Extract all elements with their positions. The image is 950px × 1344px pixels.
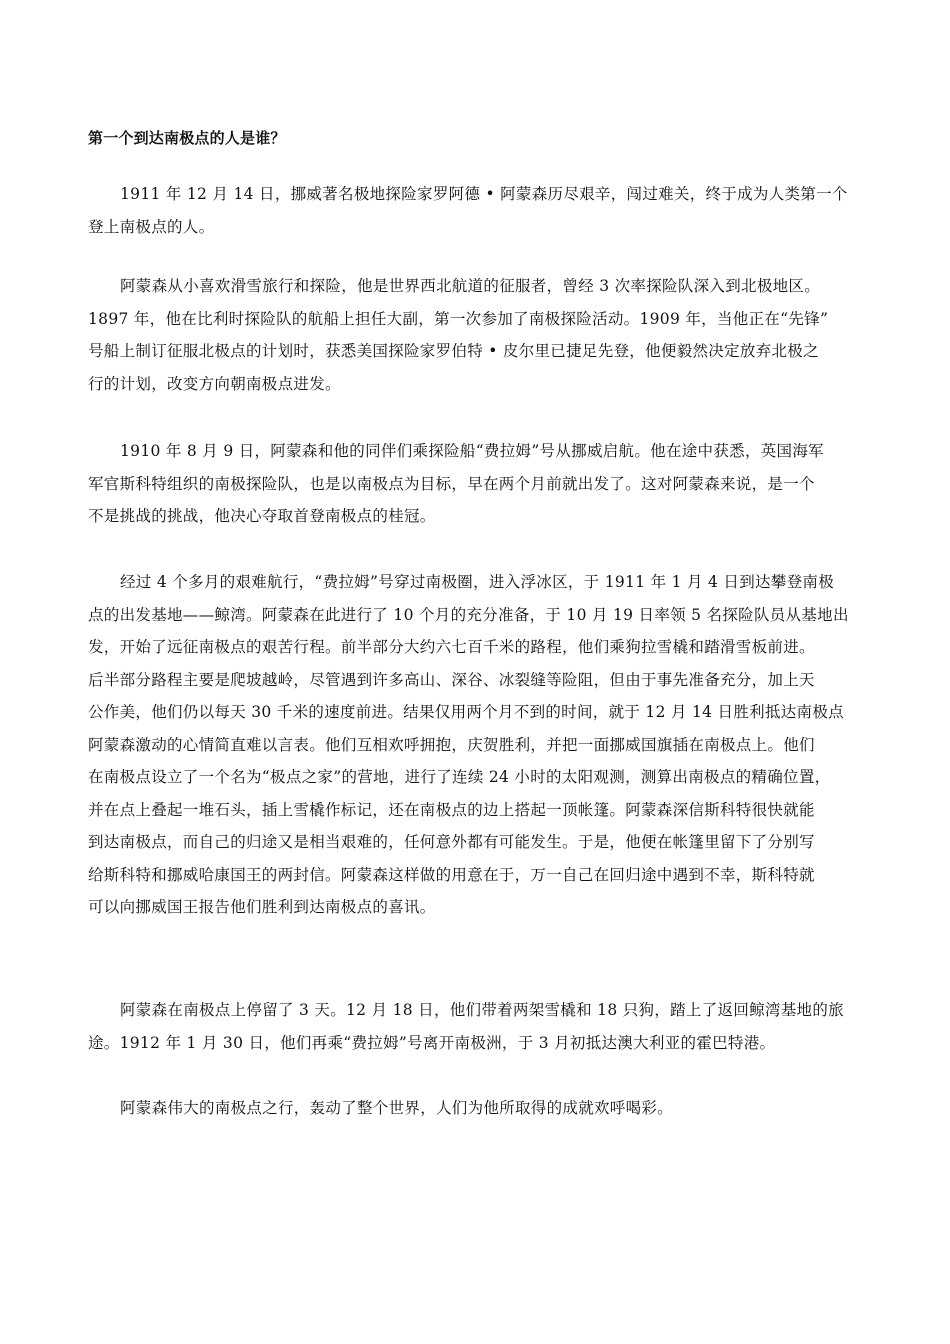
text-line: 1897 年，他在比利时探险队的航船上担任大副，第一次参加了南极探险活动。1909 年，当他正在“先锋” — [88, 309, 829, 328]
text-line: 不是挑战的挑战，他决心夺取首登南极点的桂冠。 — [88, 507, 436, 525]
text-line: 公作美，他们仍以每天 30 千米的速度前进。结果仅用两个月不到的时间，就于 12 月 14 日胜利抵达南极点 — [88, 703, 844, 721]
text-line: 行的计划，改变方向朝南极点进发。 — [88, 374, 341, 393]
text-line: 发，开始了远征南极点的艰苦行程。前半部分大约六七百千米的路程，他们乘狗拉雪橇和踏滑雪板前进。 — [88, 638, 815, 656]
paragraph-5 — [88, 999, 872, 1064]
paragraph-6 — [88, 1097, 872, 1130]
text-line: 阿蒙森从小喜欢滑雪旅行和探险，他是世界西北航道的征服者，曾经 3 次率探险队深入到北极地区。 — [120, 277, 821, 295]
text-line: 1911 年 12 月 14 日，挪威著名极地探险家罗阿德 • 阿蒙森历尽艰辛，闯过难关，终于成为人类第一个 — [120, 185, 848, 203]
text-line: 经过 4 个多月的艰难航行，“费拉姆”号穿过南极圈，进入浮冰区，于 1911 年 1 月 4 日到达攀登南极 — [120, 573, 834, 591]
text-line: 在南极点设立了一个名为“极点之家”的营地，进行了连续 24 小时的太阳观测，测算出南极点的精确位置， — [88, 768, 831, 786]
paragraph-2 — [88, 275, 872, 405]
text-line: 阿蒙森激动的心情简直难以言表。他们互相欢呼拥抱，庆贺胜利，并把一面挪威国旗插在南极点上。他们 — [88, 735, 815, 754]
text-line: 点的出发基地——鲸湾。阿蒙森在此进行了 10 个月的充分准备，于 10 月 19 日率领 5 名探险队员从基地出 — [88, 605, 849, 624]
text-line: 阿蒙森伟大的南极点之行，轰动了整个世界，人们为他所取得的成就欢呼喝彩。 — [120, 1099, 674, 1117]
text-line: 到达南极点，而自己的归途又是相当艰难的，任何意外都有可能发生。于是，他便在帐篷里留下了分别写 — [88, 833, 815, 851]
text-line: 1910 年 8 月 9 日，阿蒙森和他的同伴们乘探险船“费拉姆”号从挪威启航。他在途中获悉，英国海军 — [120, 442, 824, 460]
paragraph-3 — [88, 440, 872, 538]
text-line: 可以向挪威国王报告他们胜利到达南极点的喜讯。 — [88, 898, 436, 916]
text-line: 途。1912 年 1 月 30 日，他们再乘“费拉姆”号离开南极洲，于 3 月初抵达澳大利亚的霍巴特港。 — [88, 1033, 776, 1052]
text-line: 阿蒙森在南极点上停留了 3 天。12 月 18 日，他们带着两架雪橇和 18 只狗，踏上了返回鲸湾基地的旅 — [120, 1001, 844, 1019]
paragraph-1 — [88, 183, 872, 248]
text-line: 号船上制订征服北极点的计划时，获悉美国探险家罗伯特 • 皮尔里已捷足先登，他便毅然决定放弃北极之 — [88, 342, 819, 360]
text-line: 并在点上叠起一堆石头，插上雪橇作标记，还在南极点的边上搭起一顶帐篷。阿蒙森深信斯科特很快就能 — [88, 800, 815, 819]
text-line: 军官斯科特组织的南极探险队，也是以南极点为目标，早在两个月前就出发了。这对阿蒙森来说，是一个 — [88, 474, 815, 493]
text-line: 后半部分路程主要是爬坡越岭，尽管遇到许多高山、深谷、冰裂缝等险阻，但由于事先准备充分，加上天 — [88, 670, 815, 689]
paragraph-4 — [88, 571, 872, 929]
text-line: 登上南极点的人。 — [88, 217, 215, 236]
article-title: 第一个到达南极点的人是谁？ — [88, 129, 286, 147]
text-line: 给斯科特和挪威哈康国王的两封信。阿蒙森这样做的用意在于，万一自己在回归途中遇到不幸，斯科特就 — [88, 865, 815, 884]
